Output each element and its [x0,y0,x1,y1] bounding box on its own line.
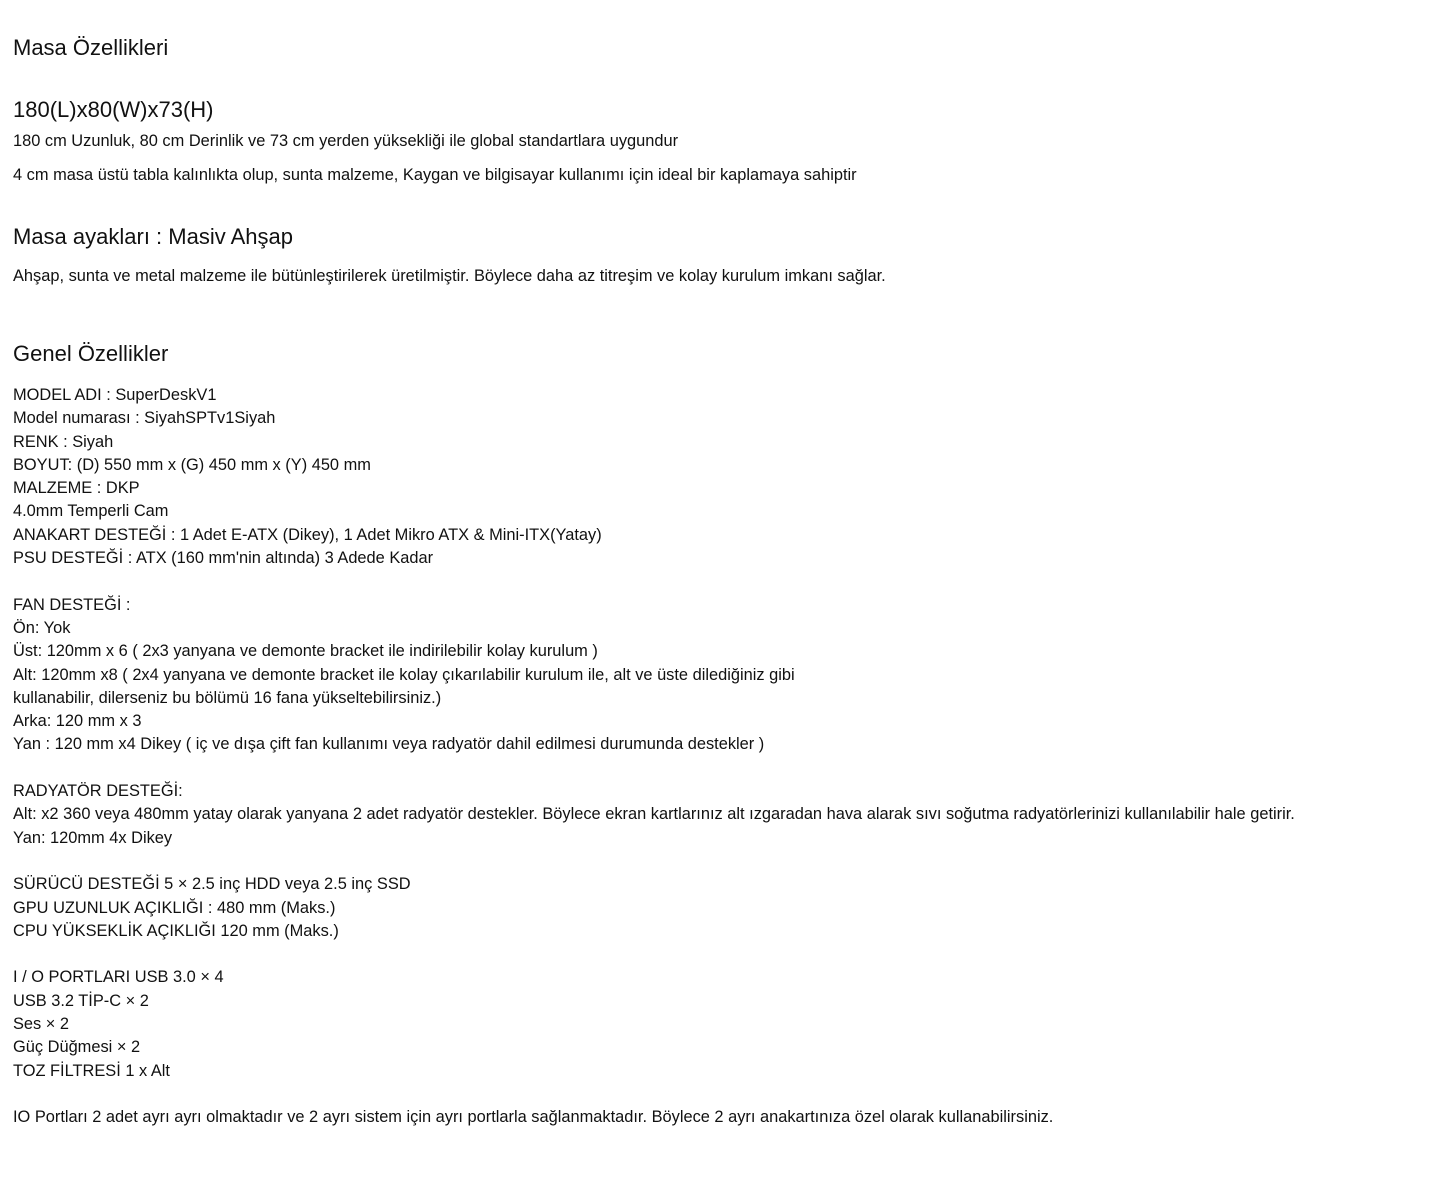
io-line: Güç Düğmesi × 2 [13,1038,141,1057]
ayaklar-heading: Masa ayakları : Masiv Ahşap [13,224,294,249]
ayaklar-desc: Ahşap, sunta ve metal malzeme ile bütünleştirilerek üretilmiştir. Böylece daha az titreşim ve kolay kurulum imkanı sağlar. [13,267,886,285]
spec-line: MALZEME : DKP [13,479,140,498]
fan-line: Arka: 120 mm x 3 [13,712,142,731]
fan-line: Alt: 120mm x8 ( 2x4 yanyana ve demonte bracket ile kolay çıkarılabilir kurulum ile, alt ve üste dilediğiniz gibi [13,665,795,684]
surucu-line: GPU UZUNLUK AÇIKLIĞI : 480 mm (Maks.) [13,898,336,917]
surucu-line: CPU YÜKSEKLİK AÇIKLIĞI 120 mm (Maks.) [13,921,339,940]
spacer [13,943,1295,966]
spacer [13,570,1295,593]
radyator-line: Yan: 120mm 4x Dikey [13,828,173,847]
io-line: I / O PORTLARI USB 3.0 × 4 [13,968,224,987]
fan-line: FAN DESTEĞİ : [13,595,131,614]
masa-size-heading: 180(L)x80(W)x73(H) [13,97,214,122]
masa-desc-1: 180 cm Uzunluk, 80 cm Derinlik ve 73 cm yerden yüksekliği ile global standartlara uygundur [13,132,679,150]
spec-line: ANAKART DESTEĞİ : 1 Adet E-ATX (Dikey), 1 Adet Mikro ATX & Mini-ITX(Yatay) [13,525,602,544]
io-line: USB 3.2 TİP-C × 2 [13,991,149,1010]
masa-desc-2: 4 cm masa üstü tabla kalınlıkta olup, sunta malzeme, Kaygan ve bilgisayar kullanımı için ideal bir kaplamaya sahiptir [13,166,857,184]
fan-line: kullanabilir, dilerseniz bu bölümü 16 fana yükseltebilirsiniz.) [13,688,442,707]
genel-spec-list [13,384,1295,1130]
spec-line: BOYUT: (D) 550 mm x (G) 450 mm x (Y) 450 mm [13,455,371,474]
io-line: TOZ FİLTRESİ 1 x Alt [13,1061,170,1080]
radyator-line: RADYATÖR DESTEĞİ: [13,782,183,801]
spacer [13,850,1295,873]
fan-line: Ön: Yok [13,618,71,637]
spec-line: MODEL ADI : SuperDeskV1 [13,386,217,404]
spec-line: Model numarası : SiyahSPTv1Siyah [13,409,276,428]
masa-title: Masa Özellikleri [13,35,169,60]
fan-line: Yan : 120 mm x4 Dikey ( iç ve dışa çift fan kullanımı veya radyatör dahil edilmesi durumunda destekler ) [13,735,765,754]
spacer [13,757,1295,780]
radyator-line: Alt: x2 360 veya 480mm yatay olarak yanyana 2 adet radyatör destekler. Böylece ekran kartlarınız alt ızgaradan hava alarak sıvı soğutma radyatörlerinizi kullanılabilir hale getirir. [13,805,1295,824]
spacer [13,1083,1295,1106]
fan-line: Üst: 120mm x 6 ( 2x3 yanyana ve demonte bracket ile indirilebilir kolay kurulum ) [13,642,598,661]
io-line: Ses × 2 [13,1015,70,1034]
surucu-line: SÜRÜCÜ DESTEĞİ 5 × 2.5 inç HDD veya 2.5 inç SSD [13,875,411,894]
spec-line: 4.0mm Temperli Cam [13,502,169,521]
footer-note: IO Portları 2 adet ayrı ayrı olmaktadır ve 2 ayrı sistem için ayrı portlarla sağlanmaktadır. Böylece 2 ayrı anakartınıza özel olarak kullanabilirsiniz. [13,1108,1054,1127]
genel-heading: Genel Özellikler [13,341,169,366]
spec-line: PSU DESTEĞİ : ATX (160 mm'nin altında) 3 Adede Kadar [13,549,434,568]
spec-line: RENK : Siyah [13,432,114,451]
